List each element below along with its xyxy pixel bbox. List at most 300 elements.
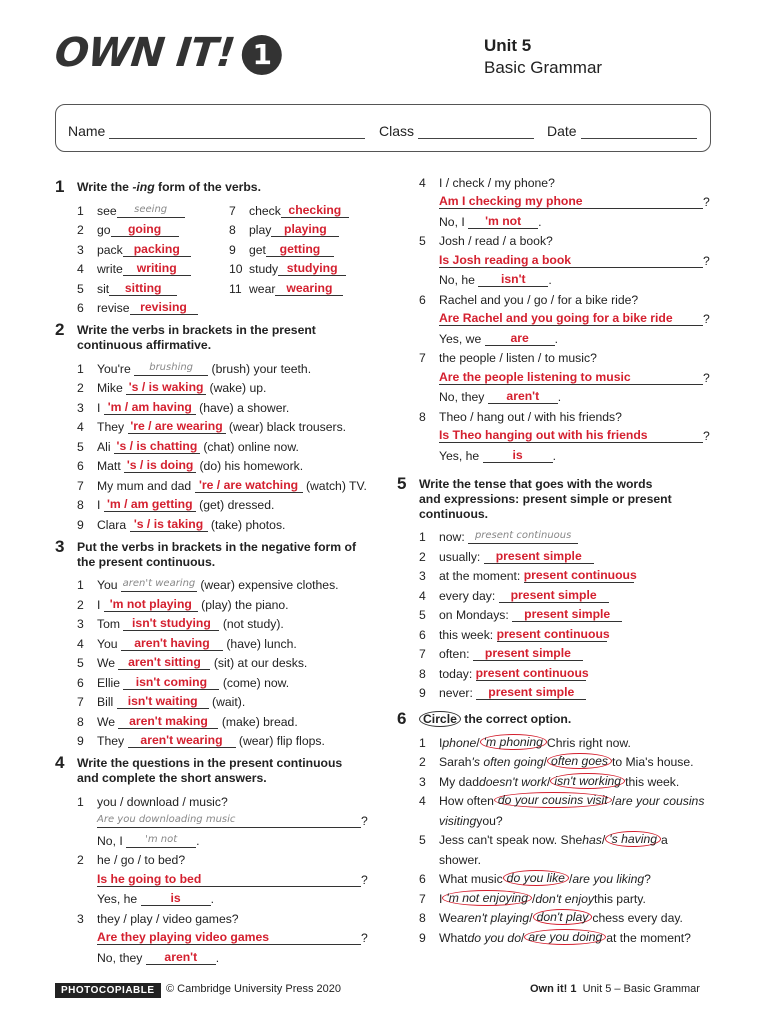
class-field[interactable]: [379, 123, 534, 139]
answer-blank[interactable]: Is Theo hanging out with his friends: [439, 428, 703, 443]
answer-blank[interactable]: Are the people listening to music: [439, 370, 703, 385]
section-4: [55, 753, 377, 965]
question-item: [419, 404, 719, 463]
item-post: Chris right now.: [546, 735, 631, 750]
list-item: [77, 709, 377, 729]
item-pre: Tom: [97, 617, 121, 631]
question-item: [419, 229, 719, 288]
item-word: this week:: [439, 627, 494, 642]
item-post: (do) his homework.: [199, 459, 304, 473]
answer-blank[interactable]: 'm not: [468, 214, 538, 229]
section-number: 6: [397, 709, 407, 728]
question-mark: ?: [703, 195, 710, 209]
item-number: 3: [419, 774, 426, 789]
item-number: 8: [419, 666, 426, 681]
answer-blank[interactable]: 's / is doing: [124, 458, 196, 473]
question-answer-row: [419, 424, 719, 444]
list-item: [229, 218, 377, 238]
question-prompt: Theo / hang out / with his friends?: [439, 409, 622, 424]
item-pre: What music: [439, 872, 503, 886]
unit-subtitle: Basic Grammar: [484, 58, 603, 77]
item-number: 4: [419, 175, 426, 190]
answer-blank[interactable]: 's / is taking: [130, 517, 208, 532]
answer-blank[interactable]: are: [485, 331, 555, 346]
item-post: you?: [476, 813, 503, 828]
short-answer-row: [77, 945, 377, 965]
option-a[interactable]: 's often going: [471, 755, 544, 769]
item-word: today:: [439, 666, 473, 681]
answer-blank[interactable]: getting: [266, 242, 334, 257]
answer-blank[interactable]: isn't waiting: [117, 694, 209, 709]
list-item: [77, 356, 377, 376]
question-prompt: he / go / to bed?: [97, 853, 186, 867]
short-answer-row: [419, 443, 719, 463]
list-item: [77, 395, 377, 415]
question-item: [419, 170, 719, 229]
item-pre: I: [97, 597, 101, 612]
full-stop: .: [196, 833, 200, 848]
item-number: 9: [77, 517, 84, 532]
short-answer-pre: Yes, we: [439, 331, 482, 346]
s6-items: [419, 730, 719, 945]
item-pre: Mike: [97, 381, 123, 395]
option-separator: /: [543, 755, 548, 769]
short-answer-pre: No, they: [97, 950, 143, 965]
item-word: never:: [439, 686, 473, 700]
list-item: [77, 434, 377, 454]
item-number: 4: [77, 636, 84, 651]
list-item: [419, 769, 719, 789]
answer-blank[interactable]: present continuous: [496, 626, 610, 641]
question-mark: ?: [703, 312, 710, 326]
item-pre: What: [439, 930, 468, 945]
list-item: [419, 750, 719, 770]
item-pre: They: [97, 734, 125, 748]
full-stop: .: [557, 390, 562, 404]
item-post: (wear) flip flops.: [238, 734, 325, 748]
question-prompt-row: [77, 906, 377, 926]
option-a[interactable]: do you like: [503, 870, 569, 886]
answer-blank[interactable]: Is he going to bed: [97, 872, 361, 887]
item-pre: Ellie: [97, 675, 121, 690]
answer-blank[interactable]: Are you downloading music: [97, 813, 361, 828]
item-pre: My dad: [439, 774, 479, 789]
item-post: (wait).: [212, 695, 246, 709]
photocopiable-badge: PHOTOCOPIABLE: [55, 983, 161, 998]
question-prompt: Rachel and you / go / for a bike ride?: [439, 292, 639, 307]
answer-blank[interactable]: present simple: [484, 549, 594, 564]
item-number: 4: [77, 420, 84, 434]
list-item: [419, 730, 719, 750]
item-word: pack: [97, 242, 123, 257]
item-post: this party.: [593, 891, 646, 906]
item-number: 1: [419, 735, 426, 750]
unit-title: Unit 5: [484, 36, 532, 55]
item-number: 8: [419, 409, 426, 424]
list-item: [77, 218, 229, 238]
item-post: chess every day.: [592, 911, 683, 925]
answer-blank[interactable]: 'm not: [126, 833, 196, 848]
item-number: 3: [419, 569, 426, 583]
item-post: (wear) black trousers.: [228, 420, 347, 434]
name-label: Name: [68, 123, 106, 139]
full-stop: .: [548, 273, 552, 287]
item-word: revise: [97, 301, 130, 315]
list-item: [77, 729, 377, 749]
footer-title: Own it! 1 Unit 5 – Basic Grammar: [530, 983, 700, 995]
question-prompt-row: [77, 848, 377, 868]
question-prompt: Josh / read / a book?: [439, 234, 553, 248]
answer-blank[interactable]: 'm / am getting: [104, 497, 196, 512]
date-field[interactable]: [547, 123, 697, 139]
question-mark: ?: [361, 931, 368, 945]
answer-blank[interactable]: aren't having: [121, 636, 223, 651]
option-separator: /: [601, 833, 606, 847]
full-stop: .: [552, 448, 556, 463]
answer-blank[interactable]: sitting: [109, 281, 177, 296]
question-prompt: they / play / video games?: [97, 911, 239, 926]
option-separator: /: [568, 872, 573, 886]
item-number: 6: [419, 872, 426, 886]
section-number: 4: [55, 753, 65, 772]
question-answer-row: [77, 926, 377, 946]
item-word: at the moment:: [439, 569, 521, 583]
list-item: [77, 237, 229, 257]
option-b[interactable]: 's having: [605, 831, 661, 847]
question-mark: ?: [703, 370, 710, 385]
list-item: [77, 276, 229, 296]
list-item: [77, 612, 377, 632]
item-pre: Jess can't speak now. She: [439, 833, 583, 847]
name-box: [55, 104, 711, 152]
list-item: [77, 573, 377, 593]
answer-blank[interactable]: Am I checking my phone: [439, 194, 703, 209]
answer-blank[interactable]: 'm not playing: [104, 597, 198, 612]
section-2: [55, 320, 377, 532]
answer-blank[interactable]: writing: [123, 261, 191, 276]
answer-blank[interactable]: present continuous: [475, 665, 589, 680]
item-number: 5: [77, 439, 84, 454]
item-pre: We: [97, 656, 116, 670]
item-post: (have) lunch.: [226, 636, 297, 651]
item-number: 1: [77, 203, 84, 218]
item-number: 7: [419, 891, 426, 906]
option-b[interactable]: isn't working: [550, 773, 625, 789]
answer-blank[interactable]: going: [111, 222, 179, 237]
list-item: [77, 415, 377, 435]
item-word: on Mondays:: [439, 608, 509, 622]
answer-blank[interactable]: present continuous: [468, 529, 578, 544]
item-number: 6: [77, 675, 84, 690]
list-item: [419, 603, 719, 623]
item-number: 2: [77, 381, 84, 395]
list-item-continuation: [419, 847, 719, 867]
option-b[interactable]: often goes: [547, 753, 612, 769]
item-word: every day:: [439, 588, 496, 603]
list-item: [77, 473, 377, 493]
question-answer-row: [77, 867, 377, 887]
question-prompt-row: [419, 346, 719, 366]
left-column: [55, 177, 377, 965]
item-number: 4: [419, 588, 426, 603]
answer-blank[interactable]: present simple: [512, 607, 622, 622]
item-post: (sit) at our desks.: [213, 656, 308, 670]
item-number: 7: [419, 647, 426, 661]
question-item: [419, 346, 719, 405]
item-number: 7: [77, 695, 84, 709]
short-answer-pre: No, they: [439, 390, 485, 404]
answer-blank[interactable]: playing: [271, 222, 339, 237]
short-answer-pre: Yes, he: [97, 892, 138, 906]
short-answer-row: [77, 887, 377, 907]
answer-blank[interactable]: present simple: [473, 646, 583, 661]
item-number: 3: [77, 617, 84, 631]
item-number: 6: [77, 301, 84, 315]
list-item: [77, 454, 377, 474]
list-item: [77, 257, 229, 277]
item-number: 5: [419, 833, 426, 847]
question-prompt: I / check / my phone?: [439, 175, 555, 190]
item-pre: Sarah: [439, 755, 472, 769]
item-word: now:: [439, 530, 465, 544]
option-a[interactable]: doesn't work: [478, 774, 548, 789]
answer-blank[interactable]: brushing: [134, 361, 208, 376]
short-answer-row: [419, 209, 719, 229]
section-6: [397, 709, 719, 945]
question-item: [77, 848, 377, 907]
option-b[interactable]: are your cousins: [615, 794, 705, 808]
item-number: 8: [419, 911, 426, 925]
section-number: 5: [397, 473, 407, 493]
question-item: [419, 287, 719, 346]
copyright: © Cambridge University Press 2020: [166, 983, 342, 995]
option-separator: /: [531, 891, 536, 906]
answer-blank[interactable]: Is Josh reading a book: [439, 253, 703, 268]
answer-blank[interactable]: checking: [281, 203, 349, 218]
section-instruction: Write the -ing form of the verbs.: [77, 180, 261, 194]
list-item: [77, 296, 229, 316]
answer-blank[interactable]: is: [483, 448, 553, 463]
question-item: [77, 789, 377, 848]
question-answer-row: [419, 248, 719, 268]
item-number: 9: [419, 686, 426, 700]
item-pre: Ali: [97, 439, 111, 454]
item-number: 8: [229, 223, 236, 237]
item-post: (play) the piano.: [201, 597, 289, 612]
item-number: 5: [77, 281, 84, 296]
item-word: often:: [439, 647, 470, 661]
s1-col-b: [229, 198, 377, 315]
list-item: [419, 681, 719, 701]
short-answer-row: [77, 828, 377, 848]
section-instruction: Circle the correct option.: [419, 712, 719, 727]
item-pre: My mum and dad: [97, 478, 192, 493]
answer-blank[interactable]: seeing: [117, 203, 185, 218]
option-a[interactable]: aren't playing: [457, 911, 530, 925]
section-instruction: Put the verbs in brackets in the negative form of the present continuous.: [77, 539, 357, 569]
section-1: [55, 177, 377, 315]
item-pre: Clara: [97, 517, 127, 532]
option-b[interactable]: don't enjoy: [535, 891, 594, 906]
answer-blank[interactable]: studying: [278, 261, 346, 276]
list-item: [419, 661, 719, 681]
item-post: (come) now.: [222, 675, 290, 690]
option-a[interactable]: phone: [442, 735, 477, 750]
list-item: [419, 525, 719, 545]
item-word: write: [97, 262, 123, 276]
answer-blank[interactable]: aren't making: [118, 714, 218, 729]
item-number: 4: [77, 262, 84, 276]
answer-blank[interactable]: isn't: [478, 272, 548, 287]
option-a[interactable]: do you do: [467, 930, 521, 945]
list-item: [77, 592, 377, 612]
option-b[interactable]: 'm phoning: [480, 734, 547, 750]
full-stop: .: [538, 214, 542, 229]
short-answer-row: [419, 268, 719, 288]
answer-blank[interactable]: wearing: [275, 281, 343, 296]
section-instruction: Write the tense that goes with the words and expressions: present simple or present continuous.: [419, 476, 672, 521]
full-stop: .: [215, 950, 220, 965]
item-number: 2: [77, 597, 84, 612]
short-answer-pre: No, he: [439, 273, 475, 287]
item-post: this week.: [625, 774, 680, 789]
item-number: 5: [77, 656, 84, 670]
list-item: [77, 631, 377, 651]
answer-blank[interactable]: 's / is waking: [126, 380, 206, 395]
logo-number: 1: [242, 35, 282, 75]
answer-blank[interactable]: 're / are watching: [195, 478, 303, 493]
list-item: [77, 512, 377, 532]
answer-blank[interactable]: packing: [123, 242, 191, 257]
item-pre: You're: [97, 361, 131, 376]
option-b[interactable]: are you doing: [524, 929, 606, 945]
item-number: 1: [419, 530, 426, 544]
question-mark: ?: [361, 814, 368, 828]
option-b-continued[interactable]: visiting: [439, 813, 477, 828]
question-mark: ?: [361, 872, 368, 887]
item-word: wear: [249, 281, 276, 296]
option-a[interactable]: has: [582, 833, 602, 847]
answer-blank[interactable]: is: [141, 891, 211, 906]
answer-blank[interactable]: 're / are wearing: [128, 419, 226, 434]
list-item: [419, 583, 719, 603]
question-prompt-row: [419, 404, 719, 424]
answer-blank[interactable]: present continuous: [523, 568, 637, 582]
list-item-continuation: [419, 808, 719, 828]
class-label: Class: [379, 123, 415, 139]
answer-blank[interactable]: present simple: [476, 685, 586, 700]
list-item: [419, 642, 719, 662]
name-field[interactable]: [68, 123, 365, 139]
answer-blank[interactable]: aren't sitting: [118, 655, 210, 670]
answer-blank[interactable]: isn't coming: [123, 675, 219, 690]
section-number: 1: [55, 177, 65, 196]
item-number: 2: [419, 755, 426, 769]
short-answer-pre: No, I: [97, 833, 123, 848]
option-separator: /: [476, 735, 480, 750]
item-post: (chat) online now.: [203, 439, 299, 454]
answer-blank[interactable]: aren't: [146, 950, 216, 965]
list-item: [229, 257, 377, 277]
full-stop: .: [554, 331, 559, 346]
answer-blank[interactable]: present simple: [499, 588, 609, 603]
list-item: [77, 493, 377, 513]
short-answer-row: [419, 385, 719, 405]
item-pre: You: [97, 636, 118, 651]
section-3: [55, 536, 377, 749]
section-5: [397, 473, 719, 701]
s2-items: [77, 356, 377, 532]
answer-blank[interactable]: 'm / am having: [104, 400, 196, 415]
item-number: 3: [77, 242, 84, 257]
section-instruction: Write the verbs in brackets in the present continuous affirmative.: [77, 323, 316, 352]
list-item: [419, 925, 719, 945]
answer-blank[interactable]: revising: [130, 300, 198, 315]
question-prompt-row: [419, 287, 719, 307]
question-prompt: the people / listen / to music?: [439, 351, 597, 365]
list-item: [77, 198, 229, 218]
question-mark: ?: [703, 253, 710, 268]
answer-blank[interactable]: Are they playing video games: [97, 930, 361, 945]
item-word: see: [97, 203, 117, 218]
option-a[interactable]: do your cousins visit: [494, 792, 612, 808]
answer-blank[interactable]: aren't wearing: [128, 733, 236, 748]
question-prompt-row: [77, 789, 377, 809]
answer-blank[interactable]: Are Rachel and you going for a bike ride: [439, 311, 703, 326]
option-b[interactable]: don't play: [533, 909, 593, 925]
list-item: [229, 237, 377, 257]
item-post: (watch) TV.: [305, 478, 367, 493]
item-post: ?: [644, 872, 651, 886]
item-post: a: [661, 833, 668, 847]
answer-blank[interactable]: aren't wearing: [121, 577, 197, 592]
list-item: [77, 651, 377, 671]
item-pre: You: [97, 578, 118, 592]
item-pre: We: [97, 714, 116, 729]
item-number: 6: [77, 459, 84, 473]
item-post: (take) photos.: [210, 517, 286, 532]
question-answer-row: [419, 307, 719, 327]
option-a[interactable]: 'm not enjoying: [442, 890, 532, 906]
list-item: [419, 886, 719, 906]
logo: [53, 30, 285, 76]
item-post: (have) a shower.: [199, 400, 290, 415]
s4-items-left: [77, 789, 377, 965]
question-prompt-row: [419, 229, 719, 249]
option-b[interactable]: are you liking: [572, 872, 645, 886]
list-item: [419, 789, 719, 809]
option-separator: /: [521, 930, 525, 945]
item-number: 7: [77, 478, 84, 493]
list-item: [419, 622, 719, 642]
item-number: 4: [419, 794, 426, 808]
item-word: go: [97, 223, 111, 237]
answer-blank[interactable]: aren't: [488, 389, 558, 404]
section-number: 2: [55, 320, 65, 339]
item-number: 3: [77, 400, 84, 415]
item-word: study: [249, 262, 279, 276]
answer-blank[interactable]: isn't studying: [123, 616, 219, 631]
item-post: (wake) up.: [209, 381, 267, 395]
list-item: [419, 867, 719, 887]
item-pre: I: [439, 735, 443, 750]
option-separator: /: [529, 911, 533, 925]
answer-blank[interactable]: 's / is chatting: [114, 439, 200, 454]
list-item: [419, 544, 719, 564]
item-pre: How often: [439, 794, 494, 808]
item-word: usually:: [439, 549, 481, 564]
s4-items-right: [419, 170, 719, 463]
